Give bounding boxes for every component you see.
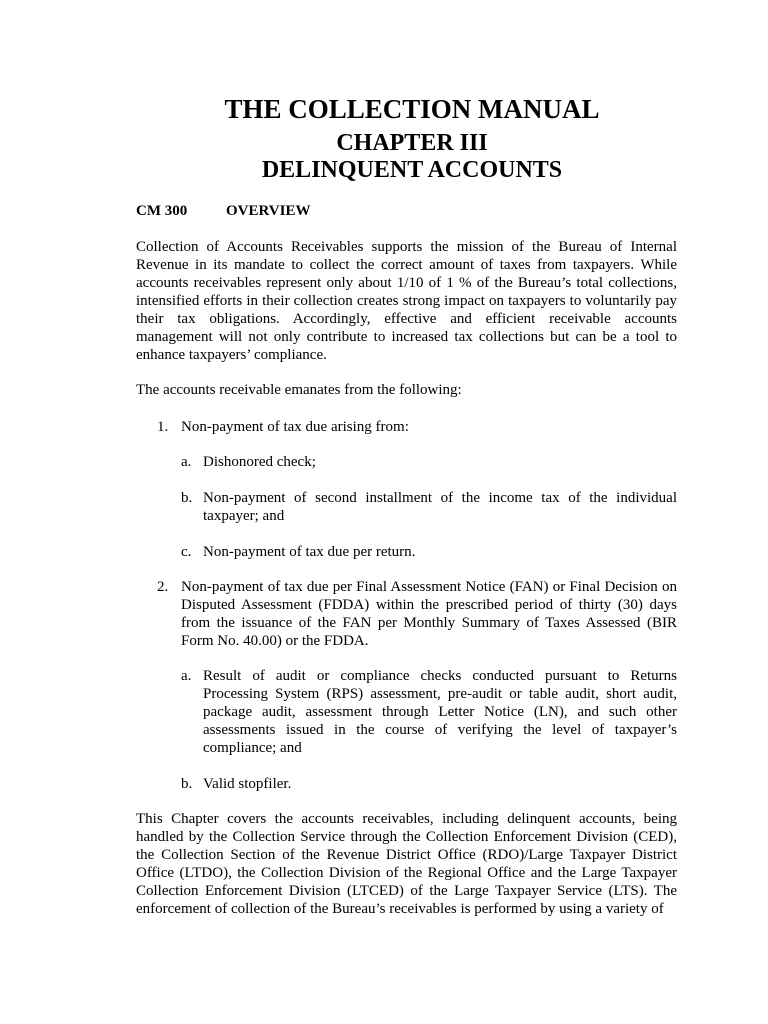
chapter-title: DELINQUENT ACCOUNTS [261,157,563,183]
chapter-number: CHAPTER III [336,130,488,156]
sub-list-item [181,453,677,471]
section-code: CM 300 [136,203,188,219]
list-marker: 1. [157,419,169,435]
list-marker: a. [181,454,192,470]
coverage-paragraph: This Chapter covers the accounts receivables, including delinquent accounts, being handled by the Collection Service through the Collection Enforcement Division (CED), the Collection Section of the Revenue District Office (RDO)/Large Taxpayer District Office (LTDO), the Collection Division of the Regional Office and the Large Taxpayer Collection Enforcement Division (LTCED) of the Large Taxpayer Service (LTS). The enforcement of collection of the Bureau’s receivables is performed by using a variety of [136,811,677,917]
sub-list-item [181,489,677,525]
section-heading [136,203,311,220]
intro-paragraph: Collection of Accounts Receivables supports the mission of the Bureau of Internal Revenue in its mandate to collect the correct amount of taxes from taxpayers. While accounts receivables represent only about 1/10 of 1 % of the Bureau’s total collections, intensified efforts in their collection creates strong impact on taxpayers to voluntarily pay their tax obligations. Accordingly, effective and efficient receivable accounts management will not only contribute to increased tax collections but can be a tool to enhance taxpayers’ compliance. [136,239,677,363]
list-item [157,578,677,650]
list-item-text: Result of audit or compliance checks conducted pursuant to Returns Processing System (RPS) assessment, pre-audit or table audit, short audit, package audit, assessment through Letter Notice (LN), and such other assessments issued in the course of verifying the level of taxpayer’s compliance; and [203,668,677,756]
section-title: OVERVIEW [226,203,311,219]
list-marker: a. [181,668,192,684]
list-item-text: Non-payment of tax due arising from: [181,419,409,435]
list-item-text: Dishonored check; [203,454,316,470]
list-marker: c. [181,544,192,560]
list-item-text: Non-payment of second installment of the income tax of the individual taxpayer; and [203,490,677,524]
list-marker: b. [181,490,193,506]
list-item-text: Non-payment of tax due per return. [203,544,416,560]
manual-title: THE COLLECTION MANUAL [224,94,600,124]
list-item-text: Valid stopfiler. [203,776,292,792]
sub-list-item [181,543,677,561]
list-item-text: Non-payment of tax due per Final Assessment Notice (FAN) or Final Decision on Disputed Assessment (FDDA) within the prescribed period of thirty (30) days from the issuance of the FAN per Monthly Summary of Taxes Assessed (BIR Form No. 40.00) or the FDDA. [181,579,677,649]
list-marker: 2. [157,579,169,595]
sub-list-item [181,667,677,757]
list-marker: b. [181,776,193,792]
emanates-paragraph: The accounts receivable emanates from the following: [136,382,462,398]
list-item [157,418,677,436]
sub-list-item [181,775,677,793]
